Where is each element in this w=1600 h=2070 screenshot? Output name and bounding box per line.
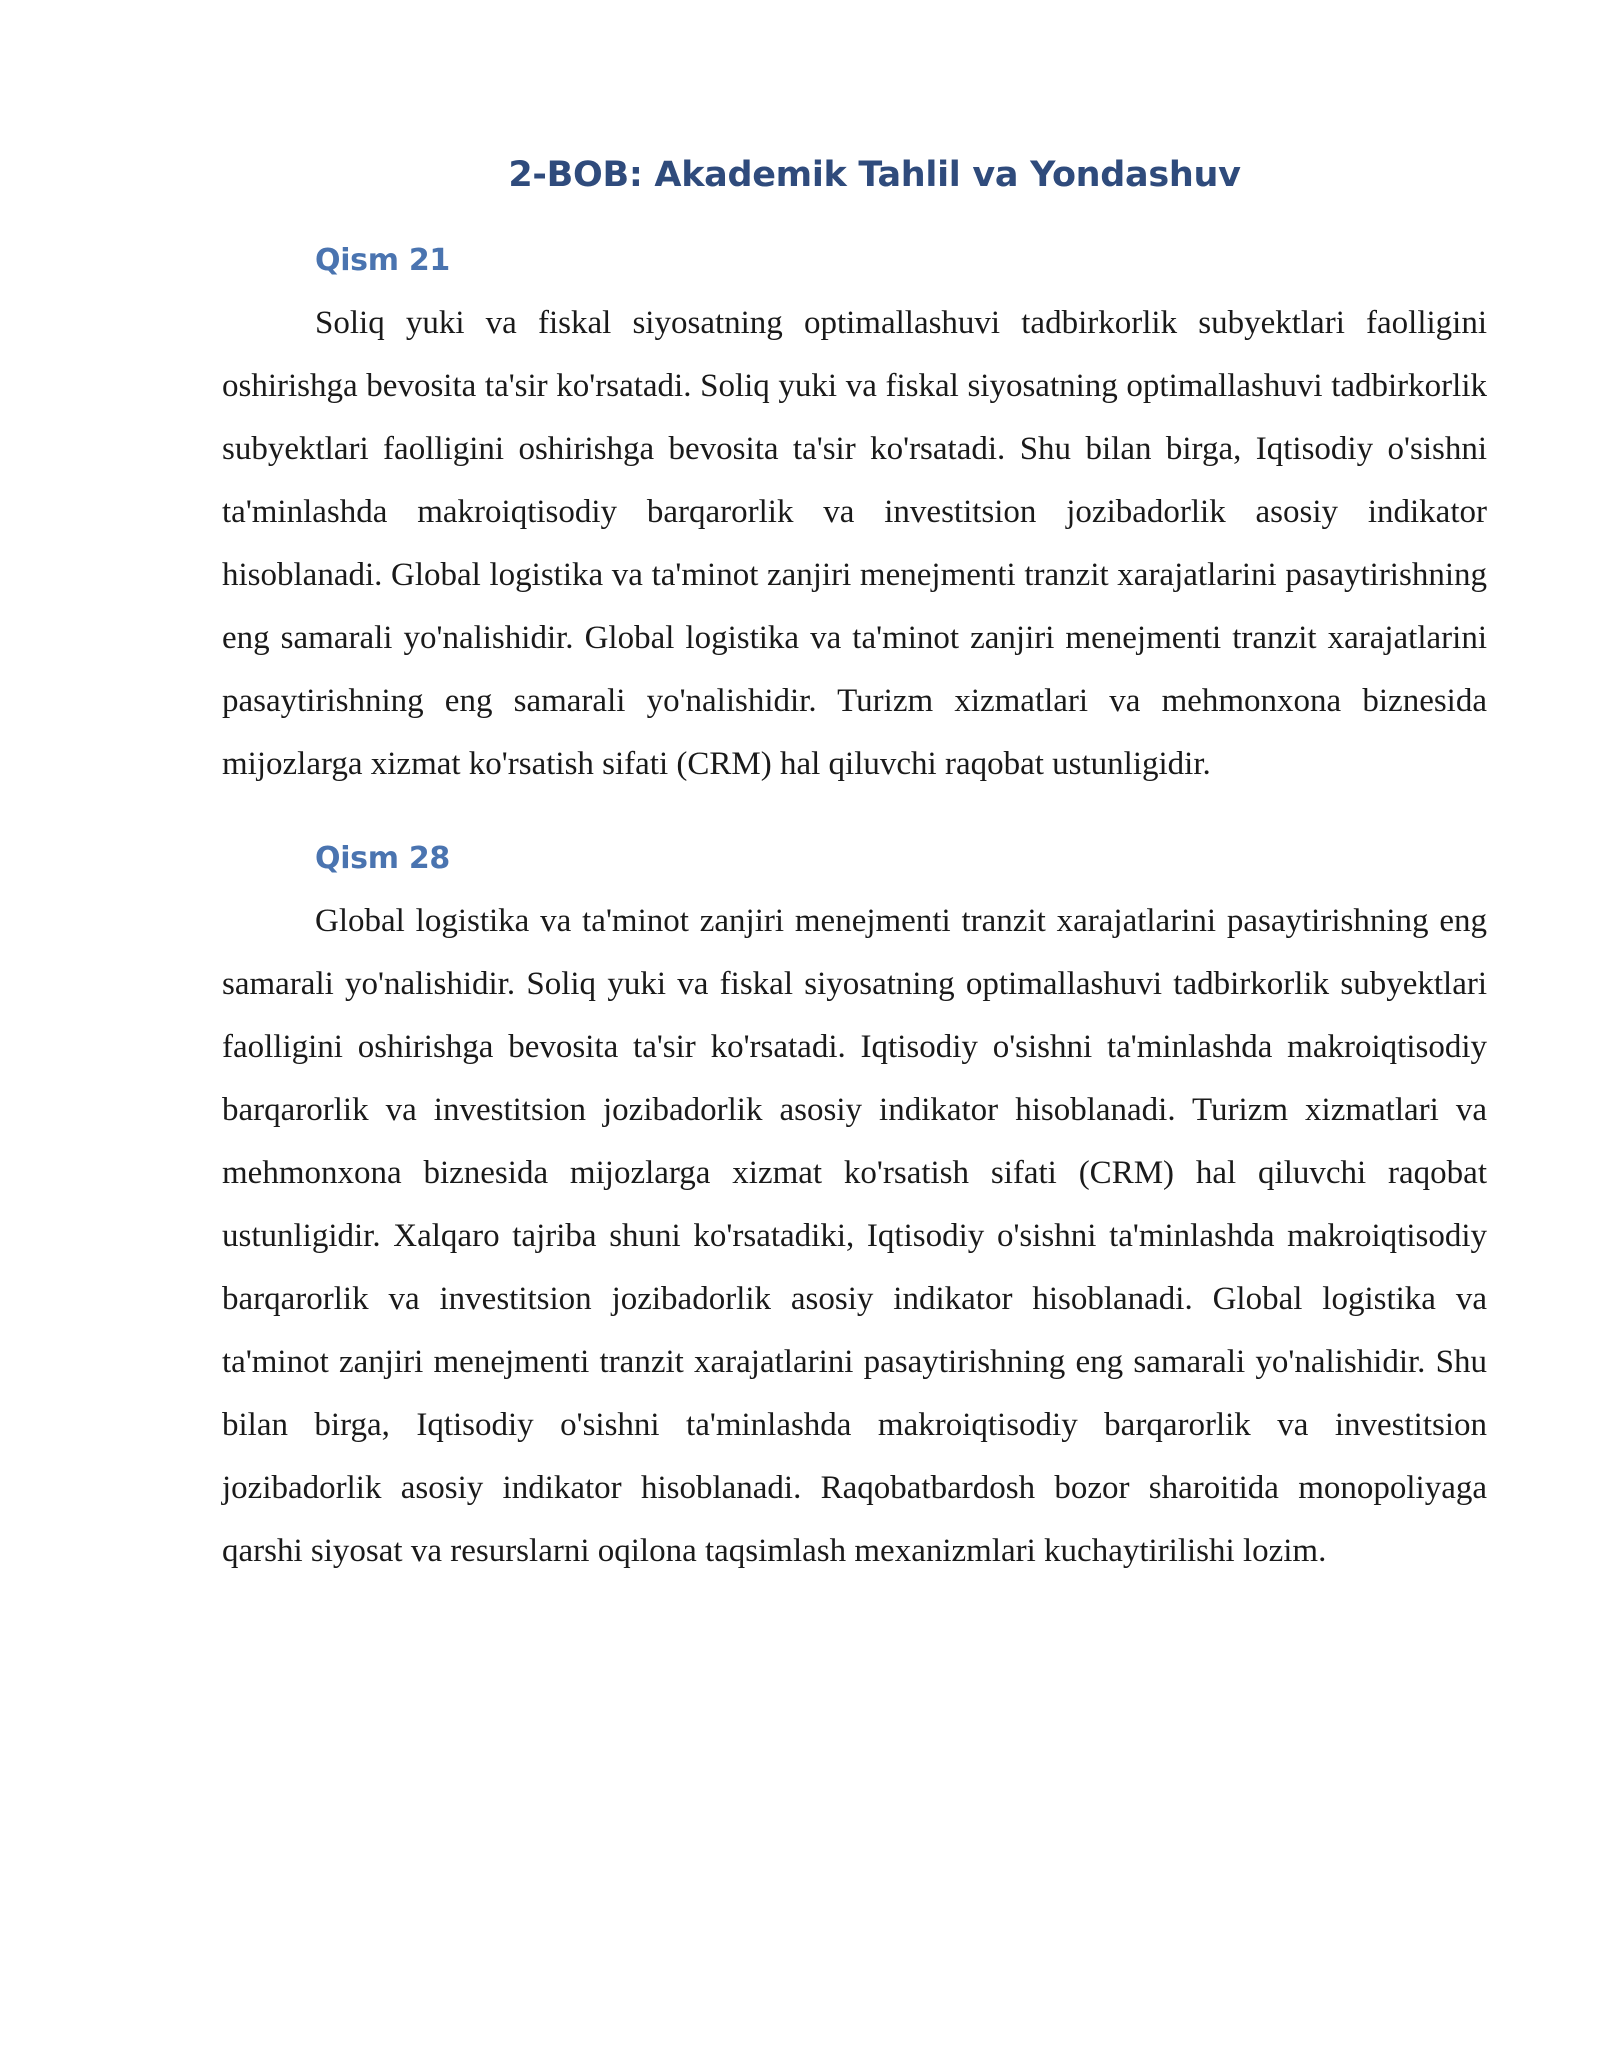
section-qism-21 bbox=[222, 236, 1487, 796]
chapter-title: 2-BOB: Akademik Tahlil va Yondashuv bbox=[508, 155, 1241, 195]
document-content bbox=[222, 140, 1487, 1583]
section-paragraph: Global logistika va ta'minot zanjiri menejmenti tranzit xarajatlarini pasaytirishning eng samarali yo'nalishidir. Soliq yuki va fiskal siyosatning optimallashuvi tadbirkorlik subyektlari faolligini oshirishga bevosita ta'sir ko'rsatadi. Iqtisodiy o'sishni ta'minlashda makroiqtisodiy barqarorlik va investitsion jozibadorlik asosiy indikator hisoblanadi. Turizm xizmatlari va mehmonxona biznesida mijozlarga xizmat ko'rsatish sifati (CRM) hal qiluvchi raqobat ustunligidir. Xalqaro tajriba shuni ko'rsatadiki, Iqtisodiy o'sishni ta'minlashda makroiqtisodiy barqarorlik va investitsion jozibadorlik asosiy indikator hisoblanadi. Global logistika va ta'minot zanjiri menejmenti tranzit xarajatlarini pasaytirishning eng samarali yo'nalishidir. Shu bilan birga, Iqtisodiy o'sishni ta'minlashda makroiqtisodiy barqarorlik va investitsion jozibadorlik asosiy indikator hisoblanadi. Raqobatbardosh bozor sharoitida monopoliyaga qarshi siyosat va resurslarni oqilona taqsimlash mexanizmlari kuchaytirilishi lozim. bbox=[222, 903, 1487, 1569]
section-heading: Qism 28 bbox=[315, 841, 450, 876]
section-paragraph: Soliq yuki va fiskal siyosatning optimallashuvi tadbirkorlik subyektlari faolligini oshirishga bevosita ta'sir ko'rsatadi. Soliq yuki va fiskal siyosatning optimallashuvi tadbirkorlik subyektlari faolligini oshirishga bevosita ta'sir ko'rsatadi. Shu bilan birga, Iqtisodiy o'sishni ta'minlashda makroiqtisodiy barqarorlik va investitsion jozibadorlik asosiy indikator hisoblanadi. Global logistika va ta'minot zanjiri menejmenti tranzit xarajatlarini pasaytirishning eng samarali yo'nalishidir. Global logistika va ta'minot zanjiri menejmenti tranzit xarajatlarini pasaytirishning eng samarali yo'nalishidir. Turizm xizmatlari va mehmonxona biznesida mijozlarga xizmat ko'rsatish sifati (CRM) hal qiluvchi raqobat ustunligidir. bbox=[222, 305, 1487, 782]
section-qism-28 bbox=[222, 834, 1487, 1583]
section-heading: Qism 21 bbox=[315, 243, 450, 278]
